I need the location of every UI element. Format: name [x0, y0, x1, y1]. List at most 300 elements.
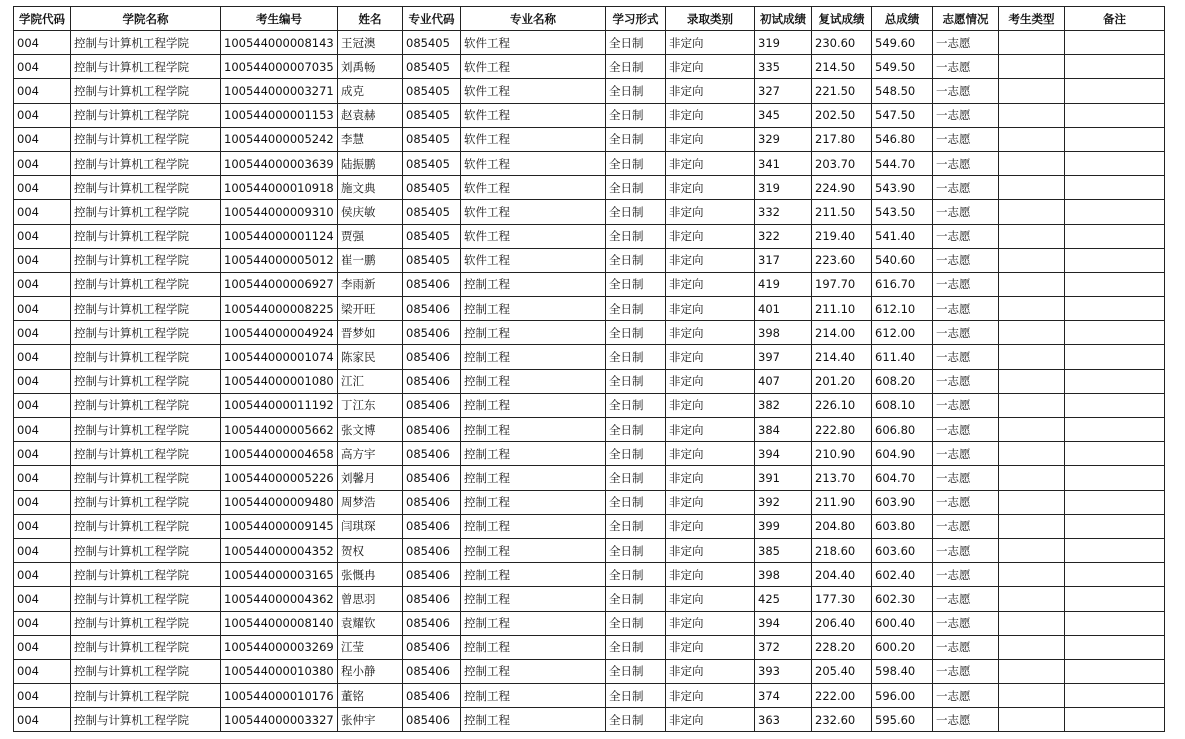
- initial-score-cell: 419: [755, 272, 812, 296]
- candidate-id-cell: 100544000011192: [221, 393, 338, 417]
- col-header-college-name: 学院名称: [71, 7, 221, 31]
- remarks-cell: [1065, 272, 1165, 296]
- table-row: [14, 345, 1165, 369]
- admission-type-cell: 非定向: [666, 272, 755, 296]
- candidate-type-cell: [999, 587, 1065, 611]
- candidate-id-cell: 100544000008225: [221, 297, 338, 321]
- remarks-cell: [1065, 151, 1165, 175]
- candidate-type-cell: [999, 321, 1065, 345]
- college-code-cell: 004: [14, 684, 71, 708]
- preference-cell: 一志愿: [933, 176, 999, 200]
- table-row: [14, 151, 1165, 175]
- preference-cell: 一志愿: [933, 418, 999, 442]
- total-score-cell: 549.50: [872, 55, 933, 79]
- initial-score-cell: 407: [755, 369, 812, 393]
- college-name-cell: 控制与计算机工程学院: [71, 297, 221, 321]
- table-row: [14, 659, 1165, 683]
- major-name-cell: 控制工程: [461, 708, 606, 732]
- candidate-type-cell: [999, 103, 1065, 127]
- major-name-cell: 软件工程: [461, 55, 606, 79]
- candidate-id-cell: 100544000003271: [221, 79, 338, 103]
- name-cell: 陈家民: [338, 345, 403, 369]
- major-code-cell: 085406: [403, 418, 461, 442]
- retest-score-cell: 222.00: [812, 684, 872, 708]
- retest-score-cell: 197.70: [812, 272, 872, 296]
- candidate-id-cell: 100544000007035: [221, 55, 338, 79]
- admission-type-cell: 非定向: [666, 587, 755, 611]
- name-cell: 晋梦如: [338, 321, 403, 345]
- major-code-cell: 085406: [403, 345, 461, 369]
- candidate-id-cell: 100544000005662: [221, 418, 338, 442]
- name-cell: 崔一鹏: [338, 248, 403, 272]
- admission-type-cell: 非定向: [666, 466, 755, 490]
- major-code-cell: 085406: [403, 659, 461, 683]
- initial-score-cell: 384: [755, 418, 812, 442]
- remarks-cell: [1065, 635, 1165, 659]
- major-code-cell: 085406: [403, 297, 461, 321]
- retest-score-cell: 205.40: [812, 659, 872, 683]
- preference-cell: 一志愿: [933, 563, 999, 587]
- college-name-cell: 控制与计算机工程学院: [71, 393, 221, 417]
- admission-type-cell: 非定向: [666, 418, 755, 442]
- admission-type-cell: 非定向: [666, 248, 755, 272]
- college-code-cell: 004: [14, 635, 71, 659]
- name-cell: 李雨新: [338, 272, 403, 296]
- major-name-cell: 控制工程: [461, 418, 606, 442]
- table-row: [14, 79, 1165, 103]
- candidate-id-cell: 100544000010176: [221, 684, 338, 708]
- study-mode-cell: 全日制: [606, 659, 666, 683]
- name-cell: 高方宇: [338, 442, 403, 466]
- retest-score-cell: 224.90: [812, 176, 872, 200]
- major-code-cell: 085406: [403, 538, 461, 562]
- candidate-type-cell: [999, 31, 1065, 55]
- remarks-cell: [1065, 248, 1165, 272]
- major-name-cell: 控制工程: [461, 345, 606, 369]
- name-cell: 侯庆敏: [338, 200, 403, 224]
- major-name-cell: 软件工程: [461, 79, 606, 103]
- study-mode-cell: 全日制: [606, 611, 666, 635]
- admission-type-cell: 非定向: [666, 563, 755, 587]
- total-score-cell: 602.30: [872, 587, 933, 611]
- header-row: [14, 7, 1165, 31]
- remarks-cell: [1065, 369, 1165, 393]
- major-code-cell: 085406: [403, 684, 461, 708]
- college-code-cell: 004: [14, 176, 71, 200]
- major-code-cell: 085406: [403, 587, 461, 611]
- candidate-type-cell: [999, 611, 1065, 635]
- table-row: [14, 587, 1165, 611]
- college-code-cell: 004: [14, 127, 71, 151]
- table-row: [14, 393, 1165, 417]
- name-cell: 丁江东: [338, 393, 403, 417]
- college-name-cell: 控制与计算机工程学院: [71, 176, 221, 200]
- table-row: [14, 490, 1165, 514]
- remarks-cell: [1065, 345, 1165, 369]
- col-header-retest-score: 复试成绩: [812, 7, 872, 31]
- college-name-cell: 控制与计算机工程学院: [71, 127, 221, 151]
- college-name-cell: 控制与计算机工程学院: [71, 587, 221, 611]
- retest-score-cell: 203.70: [812, 151, 872, 175]
- college-code-cell: 004: [14, 611, 71, 635]
- college-name-cell: 控制与计算机工程学院: [71, 563, 221, 587]
- remarks-cell: [1065, 79, 1165, 103]
- major-name-cell: 控制工程: [461, 369, 606, 393]
- remarks-cell: [1065, 127, 1165, 151]
- total-score-cell: 544.70: [872, 151, 933, 175]
- total-score-cell: 612.00: [872, 321, 933, 345]
- preference-cell: 一志愿: [933, 200, 999, 224]
- total-score-cell: 543.90: [872, 176, 933, 200]
- major-code-cell: 085405: [403, 79, 461, 103]
- study-mode-cell: 全日制: [606, 200, 666, 224]
- study-mode-cell: 全日制: [606, 514, 666, 538]
- total-score-cell: 606.80: [872, 418, 933, 442]
- table-row: [14, 466, 1165, 490]
- total-score-cell: 612.10: [872, 297, 933, 321]
- college-name-cell: 控制与计算机工程学院: [71, 200, 221, 224]
- candidate-type-cell: [999, 127, 1065, 151]
- table-row: [14, 127, 1165, 151]
- major-name-cell: 控制工程: [461, 490, 606, 514]
- name-cell: 刘馨月: [338, 466, 403, 490]
- total-score-cell: 546.80: [872, 127, 933, 151]
- candidate-type-cell: [999, 490, 1065, 514]
- candidate-type-cell: [999, 466, 1065, 490]
- candidate-id-cell: 100544000004362: [221, 587, 338, 611]
- retest-score-cell: 213.70: [812, 466, 872, 490]
- table-row: [14, 55, 1165, 79]
- candidate-id-cell: 100544000004658: [221, 442, 338, 466]
- college-code-cell: 004: [14, 708, 71, 732]
- admission-type-cell: 非定向: [666, 659, 755, 683]
- col-header-college-code: 学院代码: [14, 7, 71, 31]
- major-name-cell: 软件工程: [461, 176, 606, 200]
- preference-cell: 一志愿: [933, 466, 999, 490]
- major-code-cell: 085405: [403, 55, 461, 79]
- college-name-cell: 控制与计算机工程学院: [71, 103, 221, 127]
- retest-score-cell: 214.50: [812, 55, 872, 79]
- remarks-cell: [1065, 55, 1165, 79]
- retest-score-cell: 211.50: [812, 200, 872, 224]
- major-name-cell: 软件工程: [461, 31, 606, 55]
- college-code-cell: 004: [14, 345, 71, 369]
- total-score-cell: 600.20: [872, 635, 933, 659]
- name-cell: 张仲宇: [338, 708, 403, 732]
- total-score-cell: 604.70: [872, 466, 933, 490]
- major-code-cell: 085406: [403, 369, 461, 393]
- name-cell: 闫琪琛: [338, 514, 403, 538]
- study-mode-cell: 全日制: [606, 248, 666, 272]
- initial-score-cell: 345: [755, 103, 812, 127]
- major-name-cell: 控制工程: [461, 297, 606, 321]
- major-code-cell: 085405: [403, 103, 461, 127]
- initial-score-cell: 332: [755, 200, 812, 224]
- college-name-cell: 控制与计算机工程学院: [71, 611, 221, 635]
- candidate-id-cell: 100544000008140: [221, 611, 338, 635]
- major-code-cell: 085405: [403, 176, 461, 200]
- college-name-cell: 控制与计算机工程学院: [71, 418, 221, 442]
- name-cell: 程小静: [338, 659, 403, 683]
- major-name-cell: 软件工程: [461, 127, 606, 151]
- remarks-cell: [1065, 297, 1165, 321]
- admission-type-cell: 非定向: [666, 490, 755, 514]
- candidate-type-cell: [999, 200, 1065, 224]
- candidate-id-cell: 100544000003165: [221, 563, 338, 587]
- study-mode-cell: 全日制: [606, 103, 666, 127]
- candidate-type-cell: [999, 176, 1065, 200]
- admission-type-cell: 非定向: [666, 55, 755, 79]
- name-cell: 张慨冉: [338, 563, 403, 587]
- col-header-candidate-type: 考生类型: [999, 7, 1065, 31]
- retest-score-cell: 204.80: [812, 514, 872, 538]
- total-score-cell: 616.70: [872, 272, 933, 296]
- name-cell: 董铭: [338, 684, 403, 708]
- study-mode-cell: 全日制: [606, 176, 666, 200]
- major-code-cell: 085406: [403, 611, 461, 635]
- candidate-type-cell: [999, 151, 1065, 175]
- initial-score-cell: 329: [755, 127, 812, 151]
- candidate-id-cell: 100544000005226: [221, 466, 338, 490]
- col-header-initial-score: 初试成绩: [755, 7, 812, 31]
- study-mode-cell: 全日制: [606, 272, 666, 296]
- name-cell: 赵袁赫: [338, 103, 403, 127]
- study-mode-cell: 全日制: [606, 151, 666, 175]
- study-mode-cell: 全日制: [606, 369, 666, 393]
- college-name-cell: 控制与计算机工程学院: [71, 369, 221, 393]
- initial-score-cell: 394: [755, 442, 812, 466]
- candidate-id-cell: 100544000004924: [221, 321, 338, 345]
- table-row: [14, 514, 1165, 538]
- college-code-cell: 004: [14, 248, 71, 272]
- preference-cell: 一志愿: [933, 127, 999, 151]
- retest-score-cell: 226.10: [812, 393, 872, 417]
- remarks-cell: [1065, 659, 1165, 683]
- admission-type-cell: 非定向: [666, 127, 755, 151]
- name-cell: 成克: [338, 79, 403, 103]
- remarks-cell: [1065, 393, 1165, 417]
- total-score-cell: 543.50: [872, 200, 933, 224]
- remarks-cell: [1065, 684, 1165, 708]
- name-cell: 陆振鹏: [338, 151, 403, 175]
- candidate-type-cell: [999, 224, 1065, 248]
- college-code-cell: 004: [14, 55, 71, 79]
- total-score-cell: 603.60: [872, 538, 933, 562]
- remarks-cell: [1065, 611, 1165, 635]
- preference-cell: 一志愿: [933, 151, 999, 175]
- college-name-cell: 控制与计算机工程学院: [71, 31, 221, 55]
- retest-score-cell: 221.50: [812, 79, 872, 103]
- admission-type-cell: 非定向: [666, 321, 755, 345]
- name-cell: 张文博: [338, 418, 403, 442]
- retest-score-cell: 214.40: [812, 345, 872, 369]
- college-name-cell: 控制与计算机工程学院: [71, 635, 221, 659]
- college-code-cell: 004: [14, 369, 71, 393]
- table-row: [14, 442, 1165, 466]
- candidate-type-cell: [999, 248, 1065, 272]
- preference-cell: 一志愿: [933, 369, 999, 393]
- college-code-cell: 004: [14, 442, 71, 466]
- major-code-cell: 085405: [403, 248, 461, 272]
- major-name-cell: 控制工程: [461, 684, 606, 708]
- candidate-id-cell: 100544000009310: [221, 200, 338, 224]
- remarks-cell: [1065, 31, 1165, 55]
- college-name-cell: 控制与计算机工程学院: [71, 79, 221, 103]
- college-name-cell: 控制与计算机工程学院: [71, 538, 221, 562]
- preference-cell: 一志愿: [933, 490, 999, 514]
- college-name-cell: 控制与计算机工程学院: [71, 684, 221, 708]
- total-score-cell: 540.60: [872, 248, 933, 272]
- total-score-cell: 595.60: [872, 708, 933, 732]
- candidate-type-cell: [999, 708, 1065, 732]
- college-name-cell: 控制与计算机工程学院: [71, 151, 221, 175]
- college-name-cell: 控制与计算机工程学院: [71, 272, 221, 296]
- remarks-cell: [1065, 224, 1165, 248]
- major-code-cell: 085406: [403, 321, 461, 345]
- candidate-type-cell: [999, 297, 1065, 321]
- total-score-cell: 600.40: [872, 611, 933, 635]
- remarks-cell: [1065, 200, 1165, 224]
- candidate-id-cell: 100544000001080: [221, 369, 338, 393]
- initial-score-cell: 335: [755, 55, 812, 79]
- college-code-cell: 004: [14, 514, 71, 538]
- college-code-cell: 004: [14, 490, 71, 514]
- remarks-cell: [1065, 466, 1165, 490]
- college-code-cell: 004: [14, 297, 71, 321]
- initial-score-cell: 393: [755, 659, 812, 683]
- preference-cell: 一志愿: [933, 272, 999, 296]
- major-name-cell: 软件工程: [461, 224, 606, 248]
- candidate-id-cell: 100544000004352: [221, 538, 338, 562]
- preference-cell: 一志愿: [933, 103, 999, 127]
- college-name-cell: 控制与计算机工程学院: [71, 345, 221, 369]
- admission-type-cell: 非定向: [666, 200, 755, 224]
- major-code-cell: 085406: [403, 466, 461, 490]
- candidate-id-cell: 100544000001074: [221, 345, 338, 369]
- admission-type-cell: 非定向: [666, 442, 755, 466]
- remarks-cell: [1065, 708, 1165, 732]
- remarks-cell: [1065, 490, 1165, 514]
- col-header-major-code: 专业代码: [403, 7, 461, 31]
- major-name-cell: 控制工程: [461, 442, 606, 466]
- major-code-cell: 085406: [403, 635, 461, 659]
- admission-type-cell: 非定向: [666, 297, 755, 321]
- col-header-study-mode: 学习形式: [606, 7, 666, 31]
- preference-cell: 一志愿: [933, 635, 999, 659]
- admission-type-cell: 非定向: [666, 369, 755, 393]
- table-body: [14, 31, 1165, 732]
- admission-type-cell: 非定向: [666, 224, 755, 248]
- remarks-cell: [1065, 587, 1165, 611]
- candidate-id-cell: 100544000005012: [221, 248, 338, 272]
- retest-score-cell: 211.10: [812, 297, 872, 321]
- col-header-admission-type: 录取类别: [666, 7, 755, 31]
- college-code-cell: 004: [14, 587, 71, 611]
- retest-score-cell: 219.40: [812, 224, 872, 248]
- preference-cell: 一志愿: [933, 55, 999, 79]
- initial-score-cell: 399: [755, 514, 812, 538]
- study-mode-cell: 全日制: [606, 127, 666, 151]
- name-cell: 贺权: [338, 538, 403, 562]
- candidate-type-cell: [999, 563, 1065, 587]
- remarks-cell: [1065, 418, 1165, 442]
- total-score-cell: 604.90: [872, 442, 933, 466]
- total-score-cell: 608.20: [872, 369, 933, 393]
- college-name-cell: 控制与计算机工程学院: [71, 55, 221, 79]
- retest-score-cell: 223.60: [812, 248, 872, 272]
- table-row: [14, 369, 1165, 393]
- table-row: [14, 248, 1165, 272]
- major-name-cell: 软件工程: [461, 103, 606, 127]
- candidate-type-cell: [999, 538, 1065, 562]
- retest-score-cell: 230.60: [812, 31, 872, 55]
- college-code-cell: 004: [14, 418, 71, 442]
- major-code-cell: 085406: [403, 563, 461, 587]
- col-header-remarks: 备注: [1065, 7, 1165, 31]
- admission-type-cell: 非定向: [666, 393, 755, 417]
- candidate-type-cell: [999, 55, 1065, 79]
- table-row: [14, 272, 1165, 296]
- retest-score-cell: 222.80: [812, 418, 872, 442]
- major-name-cell: 软件工程: [461, 200, 606, 224]
- study-mode-cell: 全日制: [606, 31, 666, 55]
- candidate-type-cell: [999, 659, 1065, 683]
- major-code-cell: 085405: [403, 151, 461, 175]
- table-row: [14, 635, 1165, 659]
- table-row: [14, 563, 1165, 587]
- preference-cell: 一志愿: [933, 659, 999, 683]
- candidate-id-cell: 100544000009145: [221, 514, 338, 538]
- study-mode-cell: 全日制: [606, 79, 666, 103]
- candidate-id-cell: 100544000010918: [221, 176, 338, 200]
- study-mode-cell: 全日制: [606, 538, 666, 562]
- college-code-cell: 004: [14, 200, 71, 224]
- major-name-cell: 控制工程: [461, 587, 606, 611]
- table-row: [14, 297, 1165, 321]
- name-cell: 袁耀钦: [338, 611, 403, 635]
- initial-score-cell: 341: [755, 151, 812, 175]
- initial-score-cell: 319: [755, 31, 812, 55]
- initial-score-cell: 372: [755, 635, 812, 659]
- total-score-cell: 611.40: [872, 345, 933, 369]
- candidate-type-cell: [999, 369, 1065, 393]
- retest-score-cell: 217.80: [812, 127, 872, 151]
- major-code-cell: 085406: [403, 393, 461, 417]
- major-code-cell: 085406: [403, 708, 461, 732]
- preference-cell: 一志愿: [933, 248, 999, 272]
- table-row: [14, 31, 1165, 55]
- retest-score-cell: 228.20: [812, 635, 872, 659]
- preference-cell: 一志愿: [933, 393, 999, 417]
- table-row: [14, 321, 1165, 345]
- initial-score-cell: 317: [755, 248, 812, 272]
- initial-score-cell: 363: [755, 708, 812, 732]
- candidate-id-cell: 100544000003639: [221, 151, 338, 175]
- initial-score-cell: 374: [755, 684, 812, 708]
- college-code-cell: 004: [14, 31, 71, 55]
- major-name-cell: 控制工程: [461, 635, 606, 659]
- preference-cell: 一志愿: [933, 684, 999, 708]
- study-mode-cell: 全日制: [606, 345, 666, 369]
- preference-cell: 一志愿: [933, 31, 999, 55]
- table-row: [14, 418, 1165, 442]
- name-cell: 周梦浩: [338, 490, 403, 514]
- preference-cell: 一志愿: [933, 297, 999, 321]
- study-mode-cell: 全日制: [606, 490, 666, 514]
- preference-cell: 一志愿: [933, 538, 999, 562]
- study-mode-cell: 全日制: [606, 55, 666, 79]
- col-header-name: 姓名: [338, 7, 403, 31]
